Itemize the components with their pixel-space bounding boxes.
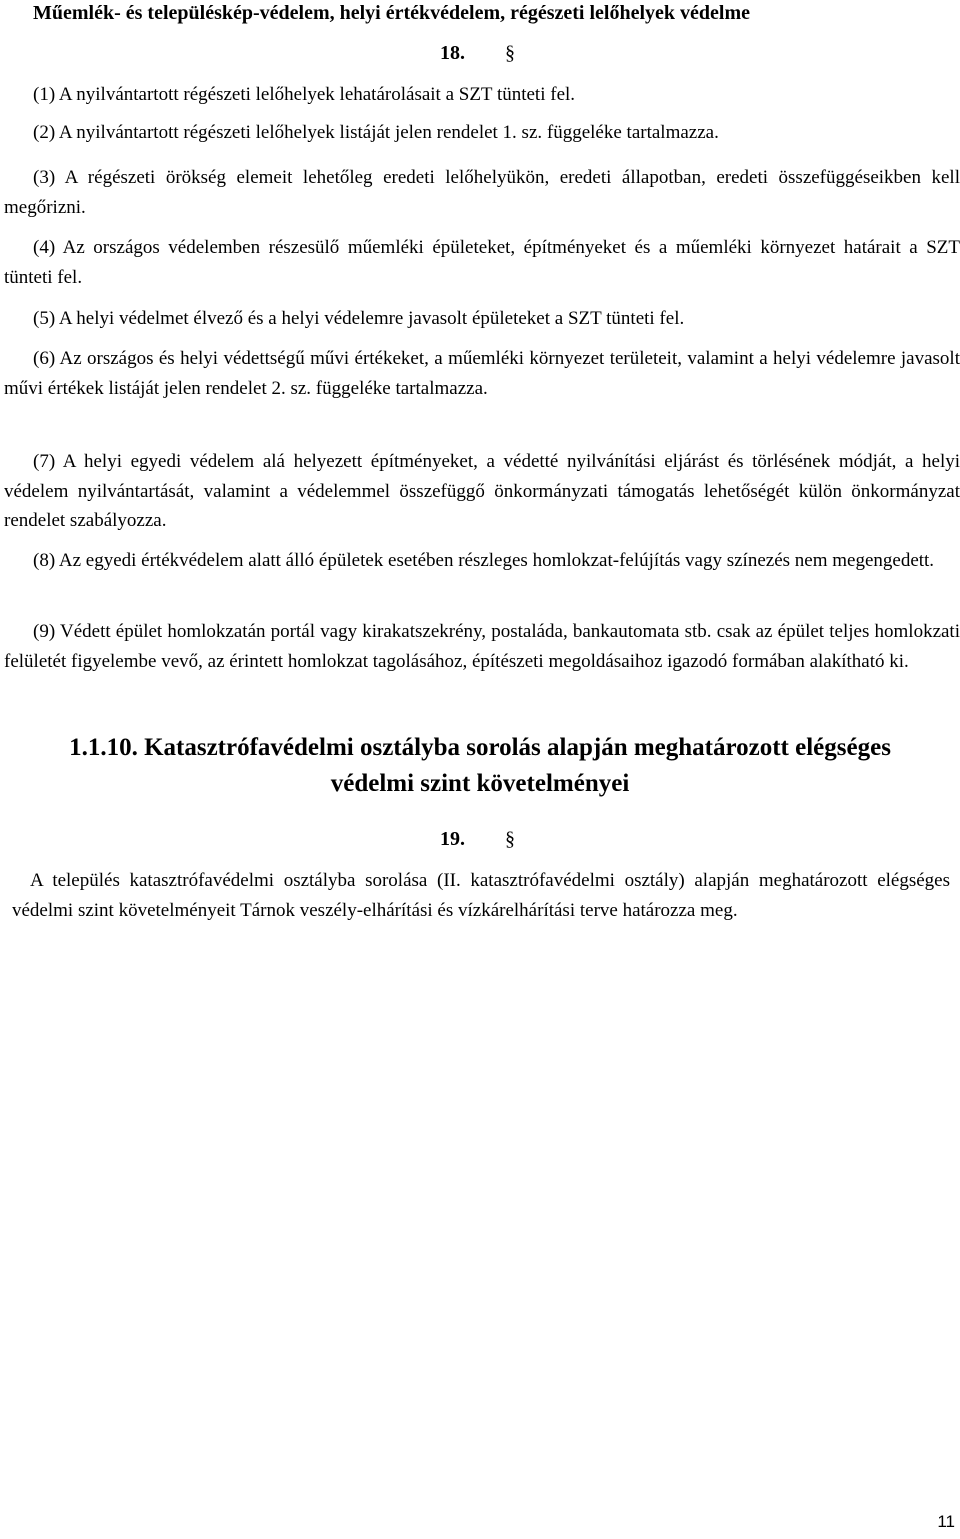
paragraph-18-2: (2) A nyilvántartott régészeti lelőhelyek listáját jelen rendelet 1. sz. függeléke tartalmazza. [33, 122, 719, 143]
paragraph-18-6: (6) Az országos és helyi védettségű művi értékeket, a műemléki környezet területeit, valamint a helyi védelemre javasolt művi értékek listáját jelen rendelet 2. sz. függeléke tartalmazza. [4, 348, 960, 399]
paragraph-number: 18. [440, 42, 465, 64]
paragraph-18-3: (3) A régészeti örökség elemeit lehetőleg eredeti lelőhelyükön, eredeti állapotban, eredeti összefüggéseikben kell megőrizni. [4, 167, 960, 218]
section-symbol: § [505, 828, 515, 850]
paragraph-18-7: (7) A helyi egyedi védelem alá helyezett építményeket, a védetté nyilvánítási eljárást és törlésének módját, a helyi védelem nyilvántartását, valamint a védelemmel összefüggő önkormányzati támogatás lehetőségét külön önkormányzat rendelet szabályozza. [4, 451, 960, 531]
page-number: 11 [937, 1512, 955, 1531]
section-heading: Műemlék- és településkép-védelem, helyi értékvédelem, régészeti lelőhelyek védelme [33, 2, 751, 24]
section-symbol: § [505, 42, 515, 64]
paragraph-18-1: (1) A nyilvántartott régészeti lelőhelyek lehatárolásait a SZT tünteti fel. [33, 84, 576, 105]
paragraph-18-4: (4) Az országos védelemben részesülő műemléki épületeket, építményeket és a műemléki környezet határait a SZT tünteti fel. [4, 237, 960, 288]
paragraph-18-9: (9) Védett épület homlokzatán portál vagy kirakatszekrény, postaláda, bankautomata stb. csak az épület teljes homlokzati felületét figyelembe vevő, az érintett homlokzat tagolásához, építészeti megoldásaihoz igazodó formában alakítható ki. [4, 621, 960, 672]
paragraph-18-5: (5) A helyi védelmet élvező és a helyi védelemre javasolt épületeket a SZT tünteti fel. [33, 308, 685, 329]
paragraph-number: 19. [440, 828, 465, 850]
paragraph-number-18 [440, 40, 515, 66]
paragraph-18-8: (8) Az egyedi értékvédelem alatt álló épületek esetében részleges homlokzat-felújítás vagy színezés nem megengedett. [33, 550, 935, 571]
paragraph-19: A település katasztrófavédelmi osztályba sorolása (II. katasztrófavédelmi osztály) alapján meghatározott elégséges védelmi szint követelményeit Tárnok veszély-elhárítási és vízkárelhárítási terve határozza meg. [12, 870, 950, 921]
chapter-title: 1.1.10. Katasztrófavédelmi osztályba sorolás alapján meghatározott elégséges védelmi szint követelményei [69, 734, 891, 797]
paragraph-number-19 [440, 826, 515, 852]
